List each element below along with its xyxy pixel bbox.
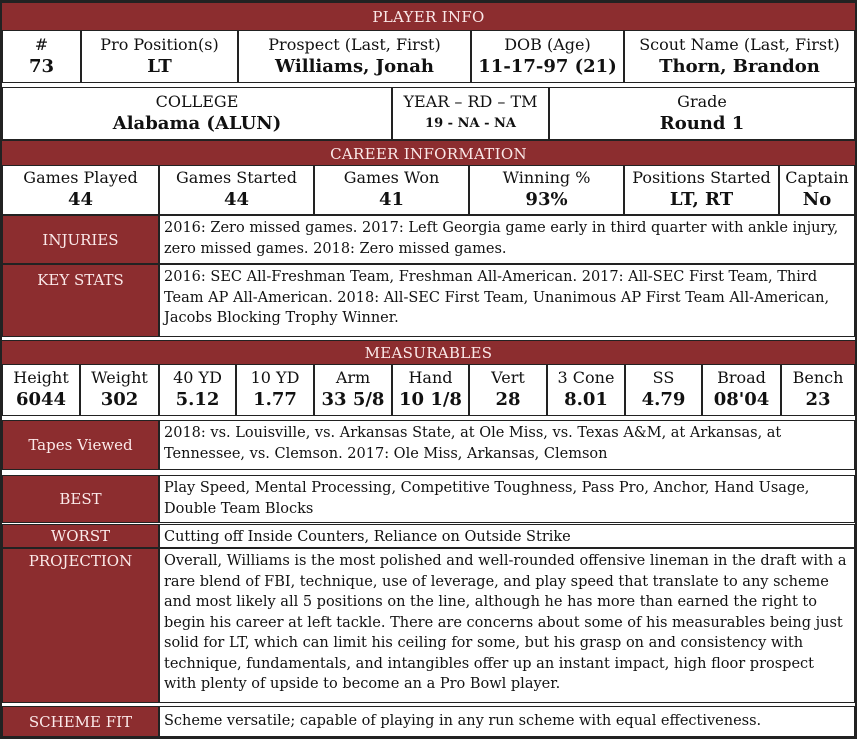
measurable-bench xyxy=(781,364,855,416)
career-stat-value: 41 xyxy=(378,189,405,210)
measurable-ss xyxy=(625,364,702,416)
career-stats-row xyxy=(2,165,855,215)
year-value: 19 - NA - NA xyxy=(425,115,516,131)
number-label: # xyxy=(34,34,49,54)
key-stats-row xyxy=(2,264,855,337)
career-info-header: CAREER INFORMATION xyxy=(2,140,855,167)
grade-value: Round 1 xyxy=(659,112,745,134)
career-stat-games-started xyxy=(159,165,314,215)
best-row xyxy=(2,475,855,523)
grade-label: Grade xyxy=(677,91,727,111)
measurable-broad xyxy=(702,364,781,416)
player-row xyxy=(2,30,855,83)
college-row xyxy=(2,87,855,140)
measurable-value: 23 xyxy=(805,389,831,410)
career-stat-label: Games Played xyxy=(23,168,138,187)
measurable-label: Hand xyxy=(408,368,453,387)
college-value: Alabama (ALUN) xyxy=(112,112,282,134)
career-stat-value: No xyxy=(802,189,832,210)
career-stat-label: Captain xyxy=(785,168,849,187)
dob-value: 11-17-97 (21) xyxy=(478,55,617,77)
career-stat-label: Winning % xyxy=(502,168,591,187)
projection-text: Overall, Williams is the most polished and well-rounded offensive lineman in the draft with a rare blend of FBI, technique, use of leverage, and play speed that translate to any scheme and most likely all 5 positions on the line, although he has more than earned the right to begin his career at left tackle. There are concerns about some of his measurables being just solid for LT, which can limit his ceiling for some, but his grasp on and consistency with technique, fundamentals, and intangibles offer up an instant impact, high floor prospect with plenty of upside to become an a Pro Bowl player. xyxy=(159,548,855,703)
scheme-fit-label: SCHEME FIT xyxy=(2,706,159,737)
measurable-height xyxy=(2,364,80,416)
measurable-label: Height xyxy=(13,368,69,387)
measurable-label: Arm xyxy=(335,368,371,387)
career-stat-value: 44 xyxy=(67,189,94,210)
tapes-text: 2018: vs. Louisville, vs. Arkansas State, at Ole Miss, vs. Texas A&M, at Arkansas, at Tennessee, vs. Clemson. 2017: Ole Miss, Arkansas, Clemson xyxy=(159,420,855,470)
year-cell xyxy=(392,87,549,140)
measurable-value: 28 xyxy=(495,389,521,410)
measurable-label: 40 YD xyxy=(173,368,222,387)
dob-label: DOB (Age) xyxy=(504,34,591,54)
measurables-row xyxy=(2,364,855,416)
injuries-row xyxy=(2,215,855,264)
measurable-weight xyxy=(80,364,159,416)
worst-text: Cutting off Inside Counters, Reliance on Outside Strike xyxy=(159,524,855,548)
position-cell xyxy=(81,30,238,83)
injuries-label: INJURIES xyxy=(2,215,159,264)
injuries-text: 2016: Zero missed games. 2017: Left Georgia game early in third quarter with ankle injury, zero missed games. 2018: Zero missed games. xyxy=(159,215,855,264)
career-stat-label: Games Won xyxy=(343,168,440,187)
position-value: LT xyxy=(147,55,172,77)
measurable-label: 3 Cone xyxy=(557,368,615,387)
measurable-arm xyxy=(314,364,392,416)
projection-label: PROJECTION xyxy=(2,548,159,703)
career-stat-games-won xyxy=(314,165,469,215)
prospect-label: Prospect (Last, First) xyxy=(268,34,441,54)
measurable-label: SS xyxy=(652,368,675,387)
key-stats-label: KEY STATS xyxy=(2,264,159,337)
measurable-value: 4.79 xyxy=(641,389,686,410)
scheme-fit-row xyxy=(2,706,855,737)
dob-cell xyxy=(471,30,624,83)
scout-label: Scout Name (Last, First) xyxy=(639,34,840,54)
measurable-value: 1.77 xyxy=(253,389,297,410)
scout-value: Thorn, Brandon xyxy=(659,55,820,77)
measurable-vert xyxy=(469,364,547,416)
career-stat-winning-pct xyxy=(469,165,624,215)
measurable-label: Bench xyxy=(792,368,844,387)
measurable-value: 6044 xyxy=(15,389,67,410)
prospect-value: Williams, Jonah xyxy=(275,55,434,77)
projection-row xyxy=(2,548,855,703)
career-stat-value: LT, RT xyxy=(669,189,734,210)
college-label: COLLEGE xyxy=(155,91,239,111)
scout-cell xyxy=(624,30,855,83)
career-stat-captain xyxy=(779,165,855,215)
prospect-cell xyxy=(238,30,471,83)
tapes-row xyxy=(2,420,855,470)
career-stat-label: Games Started xyxy=(176,168,297,187)
measurables-header: MEASURABLES xyxy=(2,340,855,366)
measurable-value: 302 xyxy=(100,389,139,410)
grade-cell xyxy=(549,87,855,140)
tapes-label: Tapes Viewed xyxy=(2,420,159,470)
measurable-value: 10 1/8 xyxy=(399,389,462,410)
year-label: YEAR – RD – TM xyxy=(403,91,538,111)
measurable-value: 8.01 xyxy=(564,389,608,410)
measurable-value: 5.12 xyxy=(175,389,220,410)
measurable-value: 33 5/8 xyxy=(321,389,385,410)
career-stat-label: Positions Started xyxy=(632,168,771,187)
career-stat-value: 44 xyxy=(223,189,250,210)
measurable-3cone xyxy=(547,364,625,416)
college-cell xyxy=(2,87,392,140)
number-cell xyxy=(2,30,81,83)
worst-row xyxy=(2,524,855,548)
measurable-value: 08'04 xyxy=(713,389,770,410)
best-label: BEST xyxy=(2,475,159,523)
number-value: 73 xyxy=(28,55,55,77)
career-stat-games-played xyxy=(2,165,159,215)
best-text: Play Speed, Mental Processing, Competitive Toughness, Pass Pro, Anchor, Hand Usage, Double Team Blocks xyxy=(159,475,855,523)
measurable-label: Vert xyxy=(491,368,525,387)
measurable-label: Weight xyxy=(91,368,148,387)
measurable-hand xyxy=(392,364,469,416)
measurable-label: 10 YD xyxy=(250,368,300,387)
measurable-40yd xyxy=(159,364,236,416)
key-stats-text: 2016: SEC All-Freshman Team, Freshman All-American. 2017: All-SEC First Team, Third Team AP All-American. 2018: All-SEC First Team, Unanimous AP First Team All-American, Jacobs Blocking Trophy Winner. xyxy=(159,264,855,337)
career-stat-value: 93% xyxy=(525,189,568,210)
position-label: Pro Position(s) xyxy=(100,34,219,54)
player-info-header: PLAYER INFO xyxy=(2,2,855,32)
worst-label: WORST xyxy=(2,524,159,548)
scheme-fit-text: Scheme versatile; capable of playing in any run scheme with equal effectiveness. xyxy=(159,706,855,737)
career-stat-positions xyxy=(624,165,779,215)
measurable-label: Broad xyxy=(717,368,766,387)
measurable-10yd xyxy=(236,364,314,416)
